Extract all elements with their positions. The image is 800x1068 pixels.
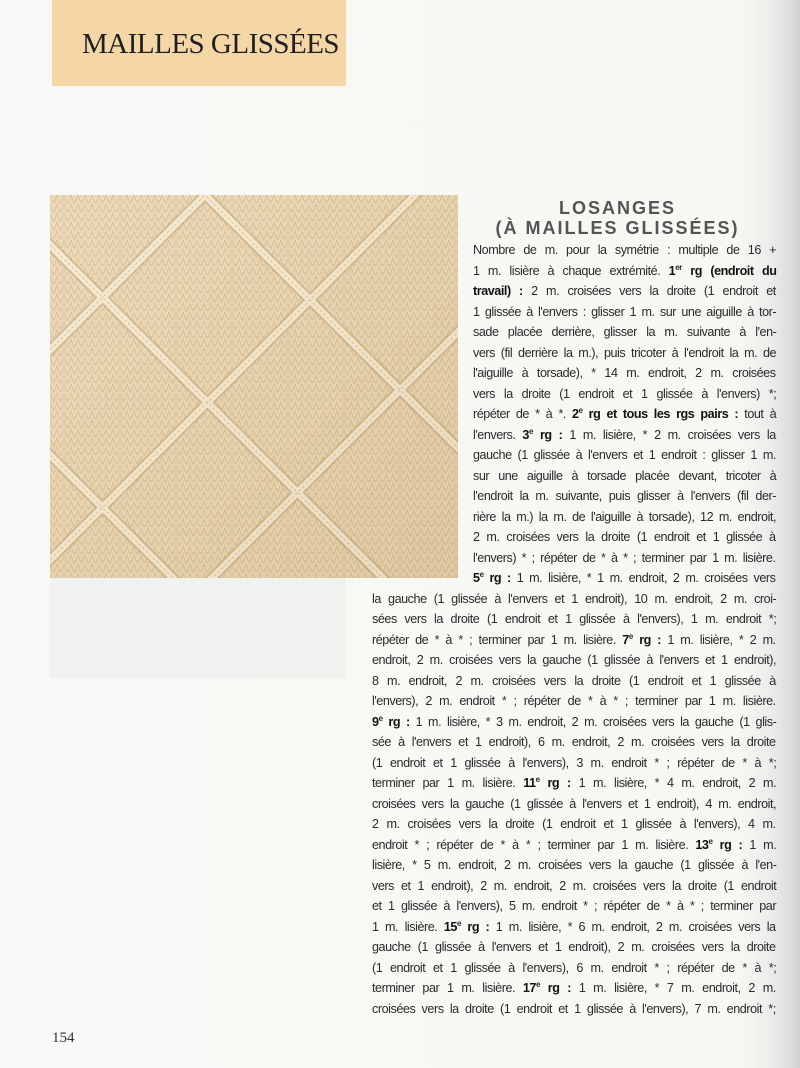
row-label: rg : (460, 919, 490, 934)
instruction-line (473, 507, 776, 528)
instruction-line (372, 671, 776, 692)
row-label: rg : (483, 571, 511, 585)
instruction-text: terminer par 1 m. lisière. (372, 776, 524, 790)
instruction-text: 1 m. lisière, * 4 m. endroit, 2 m. (570, 776, 777, 790)
knit-swatch-photo (50, 195, 458, 578)
instruction-text: l'endroit la m. suivante, puis glisser à l'envers (fil der- (473, 489, 777, 503)
instruction-line (473, 527, 776, 548)
instruction-line (372, 609, 776, 630)
instruction-text: 1 m. lisière. (372, 919, 444, 934)
instruction-text: la gauche (1 glissée à l'envers et 1 endroit), 10 m. endroit, 2 m. croi- (372, 591, 777, 606)
instruction-line (372, 896, 776, 917)
photo-shadow-area (50, 578, 346, 678)
instruction-text: l'envers) * ; répéter de * à * ; terminer par 1 m. lisière. (473, 550, 776, 565)
row-label: 3 (522, 427, 529, 442)
instruction-line (372, 855, 776, 876)
instruction-line (473, 425, 776, 446)
instruction-text: vers la droite (1 endroit et 1 glissée à l'envers) *; (473, 386, 777, 401)
instruction-text: endroit * ; répéter de * à * ; terminer par 1 m. lisière. (372, 837, 696, 852)
instruction-text: 2 m. croisées vers la droite (1 endroit et (522, 284, 776, 298)
instruction-text: 1 m. lisière à chaque extrémité. (473, 263, 669, 278)
row-label: rg : (539, 981, 572, 995)
instruction-text: 1 m. lisière, * 1 m. endroit, 2 m. croisées vers (510, 571, 776, 585)
instruction-line (473, 568, 776, 589)
instruction-line (372, 753, 776, 774)
row-label: e (528, 426, 533, 436)
instruction-text: terminer par 1 m. lisière. (372, 981, 523, 995)
row-label: e (535, 980, 540, 989)
page-number: 154 (52, 1030, 75, 1046)
row-label: 15 (443, 919, 457, 934)
instruction-line (473, 343, 776, 364)
instruction-line (473, 486, 776, 507)
instruction-text: vers et 1 endroit), 2 m. endroit, 2 m. croisées vers la droite (1 endroit (372, 878, 777, 893)
instruction-line (372, 630, 776, 651)
row-label: e (378, 713, 383, 723)
row-label: rg : (532, 427, 563, 442)
instruction-line (372, 589, 776, 610)
instruction-line (473, 384, 776, 405)
instruction-text: sur une aiguille à torsade placée devant, tricoter à (473, 468, 777, 483)
row-label: rg et tous les rgs pairs : (582, 407, 739, 421)
row-label: 17 (522, 981, 536, 995)
row-label: travail) : (473, 284, 523, 298)
instruction-text: 1 m. lisière, * 6 m. endroit, 2 m. croisées vers la (489, 919, 776, 934)
row-label: e (535, 775, 540, 784)
instruction-text: 8 m. endroit, 2 m. croisées vers la droite (1 endroit et 1 glissée à (372, 673, 776, 688)
instruction-text: vers (fil derrière la m.), puis tricoter à l'endroit la m. de (473, 345, 777, 360)
instruction-text: 1 m. lisière, * 2 m. (661, 632, 776, 647)
row-label: 5 (473, 571, 480, 585)
instruction-text: gauche (1 glissée à l'envers et 1 endroit), 2 m. croisées vers la droite (372, 940, 776, 954)
instruction-text: sée à l'envers et 1 endroit), 6 m. endroit, 2 m. croisées vers la droite (372, 735, 776, 749)
instruction-text: (1 endroit et 1 glissée à l'envers), 6 m. endroit * ; répéter de * à *; (372, 960, 777, 975)
row-label: 1 (668, 263, 676, 278)
row-label: er (675, 262, 682, 272)
instruction-line (372, 773, 776, 794)
instruction-text: croisées vers la droite (1 endroit et 1 glissée à l'envers), 7 m. endroit *; (372, 1001, 776, 1016)
instruction-line (372, 937, 776, 958)
instruction-text: 1 m. lisière, * 3 m. endroit, 2 m. croisées vers la gauche (1 glis- (409, 714, 777, 729)
instruction-line (473, 445, 776, 466)
row-label: e (708, 836, 713, 846)
instruction-text: gauche (1 glissée à l'envers et 1 endroit : glisser 1 m. (473, 448, 776, 462)
instruction-line (473, 322, 776, 343)
instruction-line (372, 712, 776, 733)
instruction-line (473, 466, 776, 487)
instruction-text: tout à (738, 407, 777, 421)
row-label: e (456, 918, 461, 928)
row-label: rg : (539, 776, 571, 790)
row-label: 2 (571, 407, 579, 421)
instruction-line (372, 732, 776, 753)
instruction-line (473, 281, 776, 302)
instruction-line (372, 958, 776, 979)
instruction-line (473, 363, 776, 384)
row-label: 11 (523, 776, 536, 790)
instruction-text: 2 m. croisées vers la droite (1 endroit et 1 glissée à (473, 530, 776, 544)
row-label: 9 (372, 714, 379, 729)
row-label: e (628, 631, 633, 641)
row-label: e (578, 406, 583, 415)
instruction-text: 1 glissée à l'envers : glisser 1 m. sur une aiguille à tor- (473, 304, 777, 319)
instruction-text: rière la m.) la m. de l'aiguille à torsade), 12 m. endroit, (473, 509, 777, 524)
instruction-line (473, 302, 776, 323)
pattern-title-line-1: LOSANGES (558, 198, 676, 218)
instruction-text: l'envers), 2 m. endroit * ; répéter de * à * ; terminer par 1 m. lisière. (372, 694, 776, 708)
row-label: rg : (632, 632, 661, 647)
row-label: rg : (382, 714, 410, 729)
instruction-line (372, 917, 776, 938)
book-spine-shadow (778, 0, 800, 1068)
row-label: rg (endroit du (681, 263, 777, 278)
instruction-text: répéter de * à * ; terminer par 1 m. lisière. (372, 632, 623, 647)
instruction-text: sade placée derrière, glisser la m. suivante à l'en- (473, 325, 777, 339)
section-title: MAILLES GLISSÉES (82, 28, 340, 60)
instruction-text: 1 m. lisière, * 7 m. endroit, 2 m. (571, 981, 776, 995)
instruction-line (372, 835, 776, 856)
instruction-line (372, 650, 776, 671)
instruction-line (473, 261, 776, 282)
instruction-text: 1 m. (742, 837, 777, 852)
instruction-line (473, 404, 776, 425)
section-header-band (52, 0, 346, 86)
pattern-title-line-2: (À MAILLES GLISSÉES) (495, 218, 740, 238)
instruction-text: l'aiguille à torsade), * 14 m. endroit, 2 m. croisées (473, 366, 776, 380)
row-label: 13 (695, 837, 709, 852)
instruction-line (372, 794, 776, 815)
instruction-text: sées vers la droite (1 endroit et 1 glissée à l'envers), 1 m. endroit *; (372, 612, 777, 626)
instruction-text: et 1 glissée à l'envers), 5 m. endroit * ; répéter de * à * ; terminer par (372, 899, 777, 913)
pattern-title (465, 198, 770, 238)
instruction-text: Nombre de m. pour la symétrie : multiple de 16 + (473, 243, 777, 257)
instruction-line (372, 978, 776, 999)
instruction-text: 1 m. lisière, * 2 m. croisées vers la (562, 427, 776, 442)
instruction-text: croisées vers la gauche (1 glissée à l'envers et 1 endroit), 4 m. endroit, (372, 796, 777, 811)
instruction-line (473, 548, 776, 569)
instruction-line (372, 814, 776, 835)
row-label: 7 (622, 632, 629, 647)
instruction-line (372, 691, 776, 712)
instruction-text: 2 m. croisées vers la droite (1 endroit et 1 glissée à l'envers), 4 m. (372, 817, 776, 831)
instruction-line (473, 240, 776, 261)
instruction-text: lisière, * 5 m. endroit, 2 m. croisées vers la gauche (1 glissée à l'en- (372, 858, 777, 872)
instruction-text: l'envers. (473, 427, 523, 442)
instruction-line (372, 876, 776, 897)
instruction-text: répéter de * à *. (473, 407, 572, 421)
instruction-text: endroit, 2 m. croisées vers la gauche (1 glissée à l'envers et 1 endroit), (372, 653, 777, 667)
row-label: rg : (712, 837, 743, 852)
row-label: e (479, 570, 484, 579)
instruction-text: (1 endroit et 1 glissée à l'envers), 3 m. endroit * ; répéter de * à *; (372, 755, 777, 770)
instruction-line (372, 999, 776, 1020)
